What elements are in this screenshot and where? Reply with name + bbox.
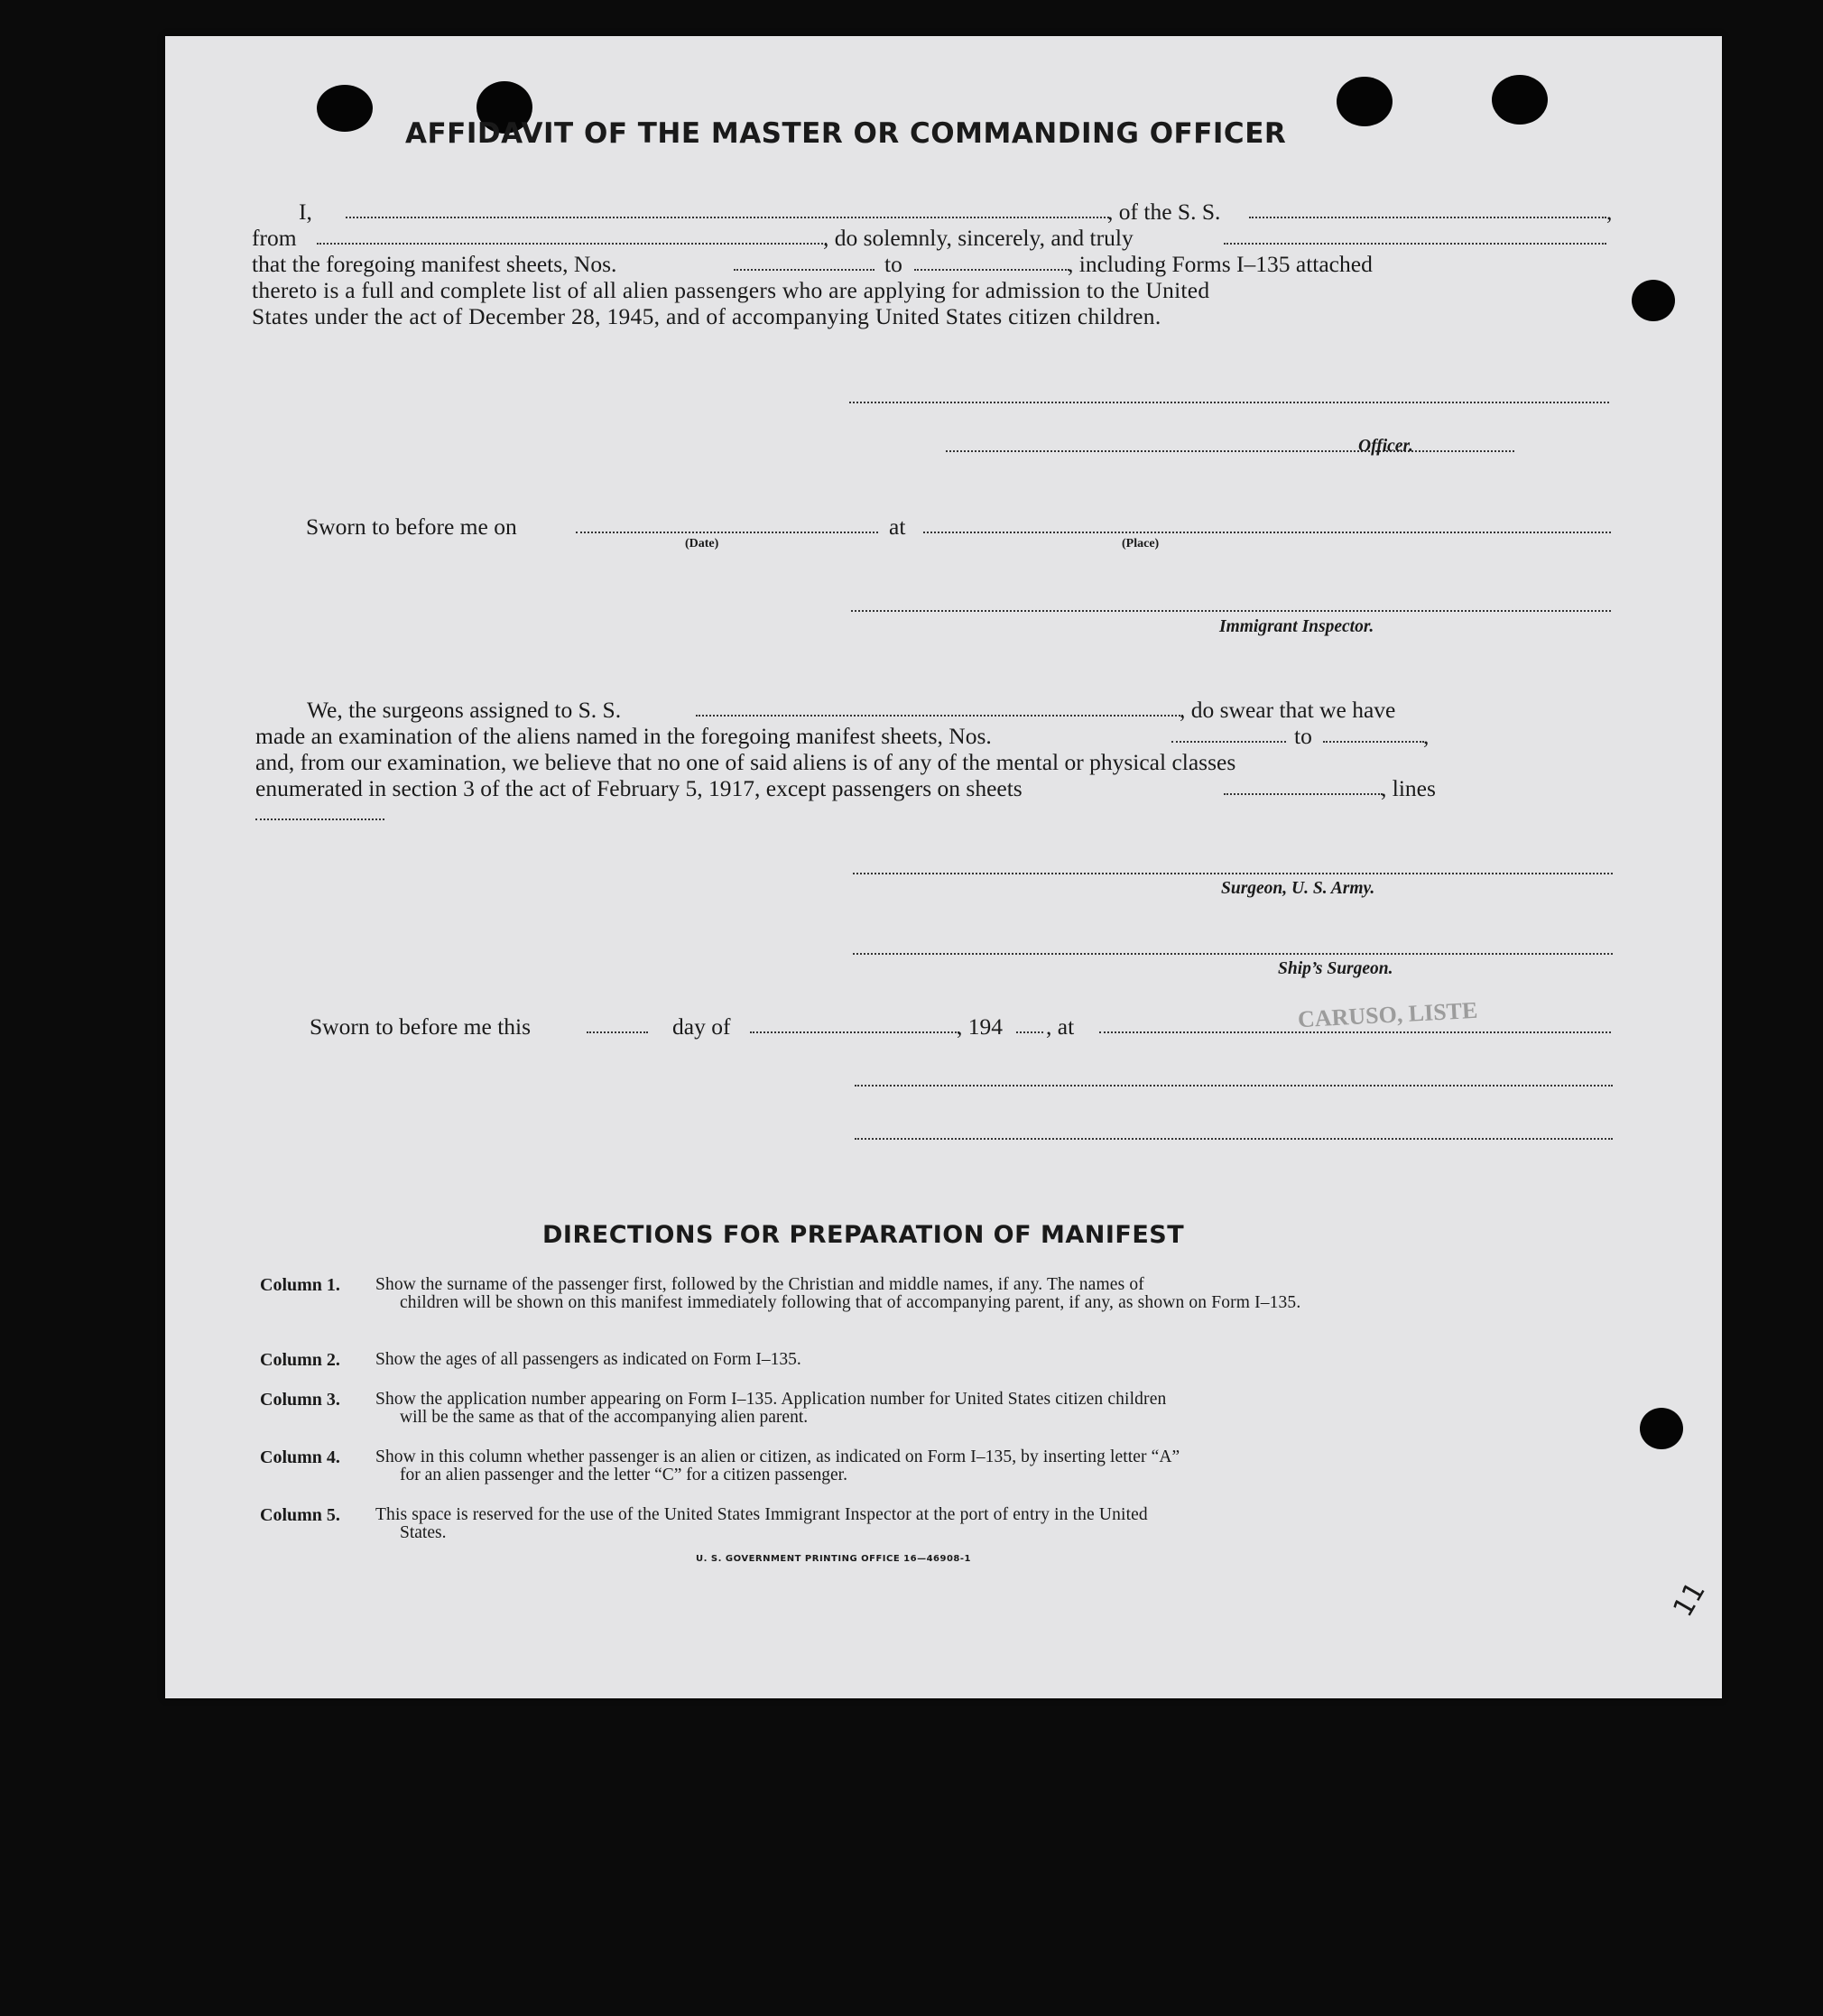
- inspector-signature-line-2[interactable]: [855, 1085, 1613, 1087]
- affidavit-foregoing: that the foregoing manifest sheets, Nos.: [252, 251, 617, 277]
- directions-title: DIRECTIONS FOR PREPARATION OF MANIFEST: [542, 1221, 1185, 1249]
- column4-first-line: Show in this column whether passenger is an alien or citizen, as indicated on Form I–135, by inserting letter “A”: [375, 1447, 1180, 1466]
- inspector-label: Immigrant Inspector.: [1219, 617, 1374, 636]
- sheet-to-field[interactable]: [914, 269, 1069, 271]
- surgeons-made: made an examination of the aliens named in the foregoing manifest sheets, Nos.: [255, 723, 992, 749]
- faint-stamp: CARUSO, LISTE: [1297, 996, 1479, 1033]
- affidavit-solemnly: , do solemnly, sincerely, and truly: [823, 225, 1134, 251]
- affidavit-from: from: [252, 225, 297, 251]
- solemnly-blank[interactable]: [1224, 243, 1606, 245]
- surgeons-to: to: [1294, 723, 1312, 749]
- column1-label: Column 1.: [260, 1275, 340, 1295]
- officer-signature-line[interactable]: [849, 402, 1609, 403]
- column3-continuation: will be the same as that of the accompanying alien parent.: [400, 1408, 809, 1427]
- day-of-label: day of: [672, 1013, 731, 1040]
- sworn-place-field[interactable]: [923, 532, 1611, 533]
- column5-first-line: This space is reserved for the use of the United States Immigrant Inspector at the port of entry in the United: [375, 1505, 1148, 1524]
- inspector-signature-line[interactable]: [851, 610, 1611, 612]
- affidavit-including: , including Forms I–135 attached: [1068, 251, 1373, 277]
- sheet-from-field[interactable]: [734, 269, 874, 271]
- column5-text: [375, 1506, 1449, 1542]
- ship-surgeon-signature-line[interactable]: [853, 953, 1613, 955]
- officer-title-line[interactable]: [946, 450, 1514, 452]
- column3-text: [375, 1391, 1449, 1427]
- sworn-year-field[interactable]: [1016, 1031, 1043, 1033]
- affidavit-line5: States under the act of December 28, 1945, and of accompanying United States citizen children.: [252, 303, 1161, 329]
- surgeons-swear: , do swear that we have: [1180, 697, 1396, 723]
- punch-hole: [1337, 77, 1393, 126]
- surgeons-lines: , lines: [1381, 775, 1436, 801]
- affidavit-of-ss: , of the S. S.: [1107, 199, 1221, 225]
- column3-label: Column 3.: [260, 1390, 340, 1410]
- surgeon-ship-field[interactable]: [696, 715, 1183, 717]
- affidavit-to: to: [884, 251, 902, 277]
- year-label: , 194: [957, 1013, 1003, 1040]
- ship-surgeon-label: Ship’s Surgeon.: [1278, 959, 1393, 978]
- column4-continuation: for an alien passenger and the letter “C” for a citizen passenger.: [400, 1466, 847, 1484]
- sworn-place-field-2[interactable]: [1099, 1031, 1611, 1033]
- column2-first-line: Show the ages of all passengers as indicated on Form I–135.: [375, 1350, 801, 1369]
- sworn-at-label-2: , at: [1046, 1013, 1075, 1040]
- inspector-title-line-2[interactable]: [855, 1138, 1613, 1140]
- column2-label: Column 2.: [260, 1350, 340, 1370]
- from-port-field[interactable]: [317, 243, 827, 245]
- printing-office-footer: U. S. GOVERNMENT PRINTING OFFICE 16—46908-1: [696, 1554, 971, 1564]
- surgeon-sheet-to-field[interactable]: [1323, 741, 1424, 743]
- except-lines-field[interactable]: [255, 818, 384, 820]
- surgeons-line3: and, from our examination, we believe that no one of said aliens is of any of the mental or physical classes: [255, 749, 1236, 775]
- column5-label: Column 5.: [260, 1505, 340, 1525]
- punch-hole: [1492, 75, 1548, 125]
- punch-hole: [317, 85, 373, 132]
- sworn-date-field[interactable]: [576, 532, 878, 533]
- form-page: [165, 36, 1722, 1698]
- column3-first-line: Show the application number appearing on Form I–135. Application number for United States citizen children: [375, 1390, 1167, 1409]
- officer-label: Officer.: [1358, 437, 1413, 456]
- column1-text: [375, 1276, 1449, 1312]
- margin-mark: 11: [1667, 1577, 1712, 1623]
- surgeons-we: We, the surgeons assigned to S. S.: [307, 697, 622, 723]
- affidavit-comma: ,: [1606, 199, 1613, 225]
- affidavit-line4: thereto is a full and complete list of all alien passengers who are applying for admission to the United: [252, 277, 1210, 303]
- column1-first-line: Show the surname of the passenger first, followed by the Christian and middle names, if any. The names of: [375, 1275, 1144, 1294]
- surgeons-enumerated: enumerated in section 3 of the act of February 5, 1917, except passengers on sheets: [255, 775, 1023, 801]
- sworn-on-label: Sworn to before me on: [306, 513, 517, 540]
- sworn-day-field[interactable]: [587, 1031, 648, 1033]
- surgeon-sheet-from-field[interactable]: [1171, 741, 1286, 743]
- surgeons-comma: ,: [1423, 723, 1430, 749]
- ship-name-field[interactable]: [1249, 217, 1606, 218]
- place-caption: (Place): [1122, 537, 1160, 550]
- sworn-at-label: at: [889, 513, 906, 540]
- army-surgeon-signature-line[interactable]: [853, 873, 1613, 874]
- column4-label: Column 4.: [260, 1447, 340, 1467]
- date-caption: (Date): [685, 537, 719, 550]
- column1-continuation: children will be shown on this manifest immediately following that of accompanying parent, if any, as shown on Form I–135.: [400, 1293, 1301, 1312]
- affidavit-title: AFFIDAVIT OF THE MASTER OR COMMANDING OFFICER: [405, 117, 1287, 150]
- affidavit-i: I,: [299, 199, 312, 225]
- column2-text: [375, 1351, 1449, 1369]
- column4-text: [375, 1448, 1449, 1484]
- punch-hole: [1632, 280, 1675, 321]
- except-sheets-field[interactable]: [1224, 793, 1383, 795]
- army-surgeon-label: Surgeon, U. S. Army.: [1221, 879, 1375, 898]
- column5-continuation: States.: [400, 1523, 447, 1542]
- master-name-field[interactable]: [346, 217, 1109, 218]
- sworn-month-field[interactable]: [750, 1031, 959, 1033]
- punch-hole: [1640, 1408, 1683, 1449]
- sworn-this-label: Sworn to before me this: [310, 1013, 532, 1040]
